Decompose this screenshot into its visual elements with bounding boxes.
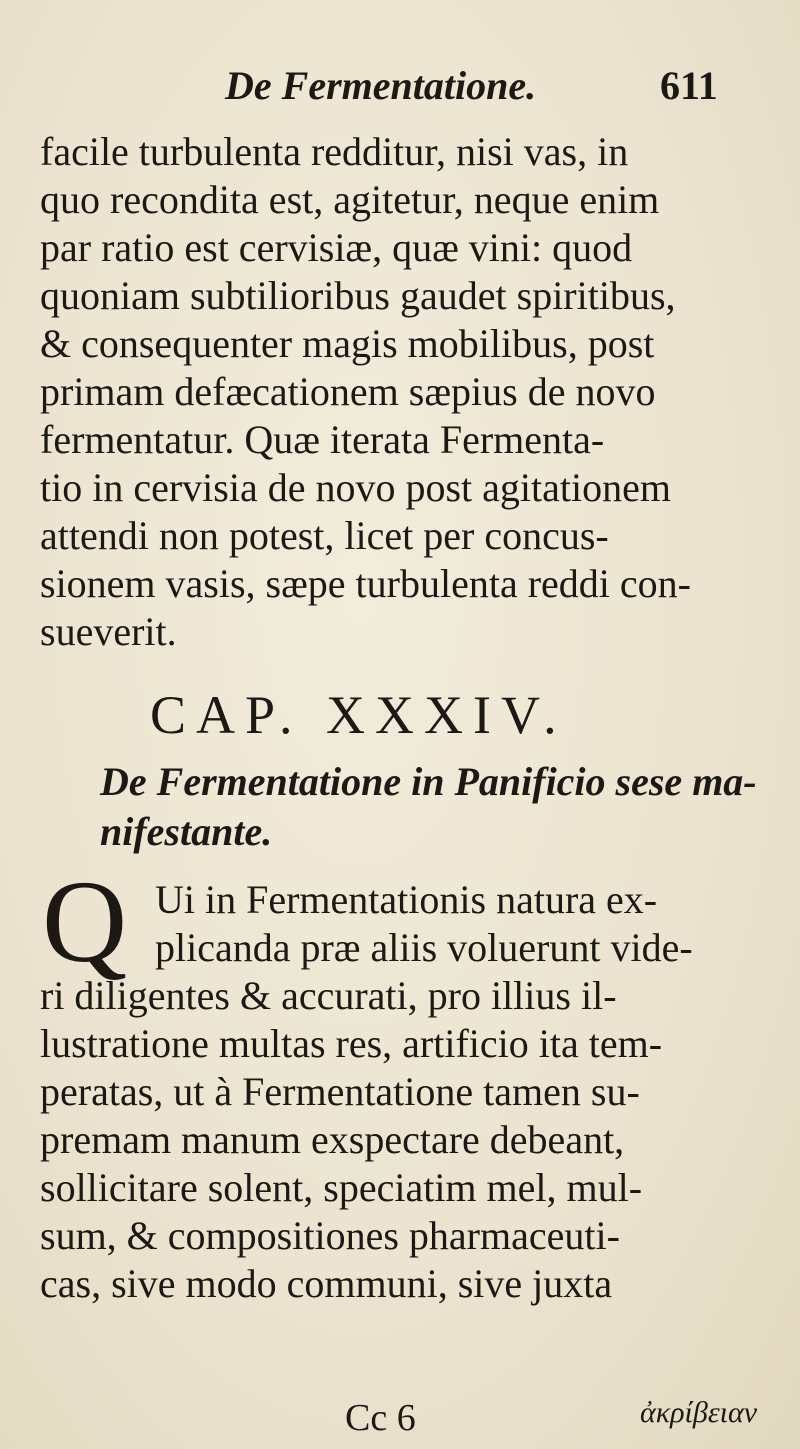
text-line: primam defæcationem sæpius de novo xyxy=(40,369,656,414)
text-line: lustratione multas res, artificio ita tem- xyxy=(40,1021,663,1066)
text-line: Ui in Fermentationis natura ex- xyxy=(155,877,658,922)
page-number: 611 xyxy=(660,63,718,108)
text-line: tio in cervisia de novo post agitationem xyxy=(40,465,671,510)
text-line: sueverit. xyxy=(40,609,177,654)
chapter-heading: CAP. XXXIV. xyxy=(150,685,567,745)
running-title: De Fermentatione. xyxy=(225,63,537,108)
text-line: quo recondita est, agitetur, neque enim xyxy=(40,177,660,222)
text-line: facile turbulenta redditur, nisi vas, in xyxy=(40,129,629,174)
page-footer xyxy=(0,1396,800,1444)
text-line: par ratio est cervisiæ, quæ vini: quod xyxy=(40,225,633,270)
text-line: peratas, ut à Fermentatione tamen su- xyxy=(40,1069,640,1114)
drop-cap: Q xyxy=(42,856,128,987)
text-line: ri diligentes & accurati, pro illius il- xyxy=(40,973,617,1018)
text-line: quoniam subtilioribus gaudet spiritibus, xyxy=(40,273,676,318)
subtitle-line: De Fermentatione in Panificio sese ma- xyxy=(100,759,757,804)
text-line: fermentatur. Quæ iterata Fermenta- xyxy=(40,417,605,462)
catchword: ἀκρίβειαν xyxy=(640,1396,758,1429)
page-header xyxy=(0,62,800,122)
text-line: cas, sive modo communi, sive juxta xyxy=(40,1261,613,1306)
subtitle-line: nifestante. xyxy=(100,809,273,854)
text-line: sum, & compositiones pharmaceuti- xyxy=(40,1213,620,1258)
text-line: plicanda præ aliis voluerunt vide- xyxy=(155,925,693,970)
text-line: attendi non potest, licet per concus- xyxy=(40,513,609,558)
text-line: premam manum exspectare debeant, xyxy=(40,1117,625,1162)
text-line: & consequenter magis mobilibus, post xyxy=(40,321,655,366)
signature-mark: Cc 6 xyxy=(345,1397,416,1439)
text-line: sionem vasis, sæpe turbulenta reddi con- xyxy=(40,561,691,606)
text-line: sollicitare solent, speciatim mel, mul- xyxy=(40,1165,643,1210)
